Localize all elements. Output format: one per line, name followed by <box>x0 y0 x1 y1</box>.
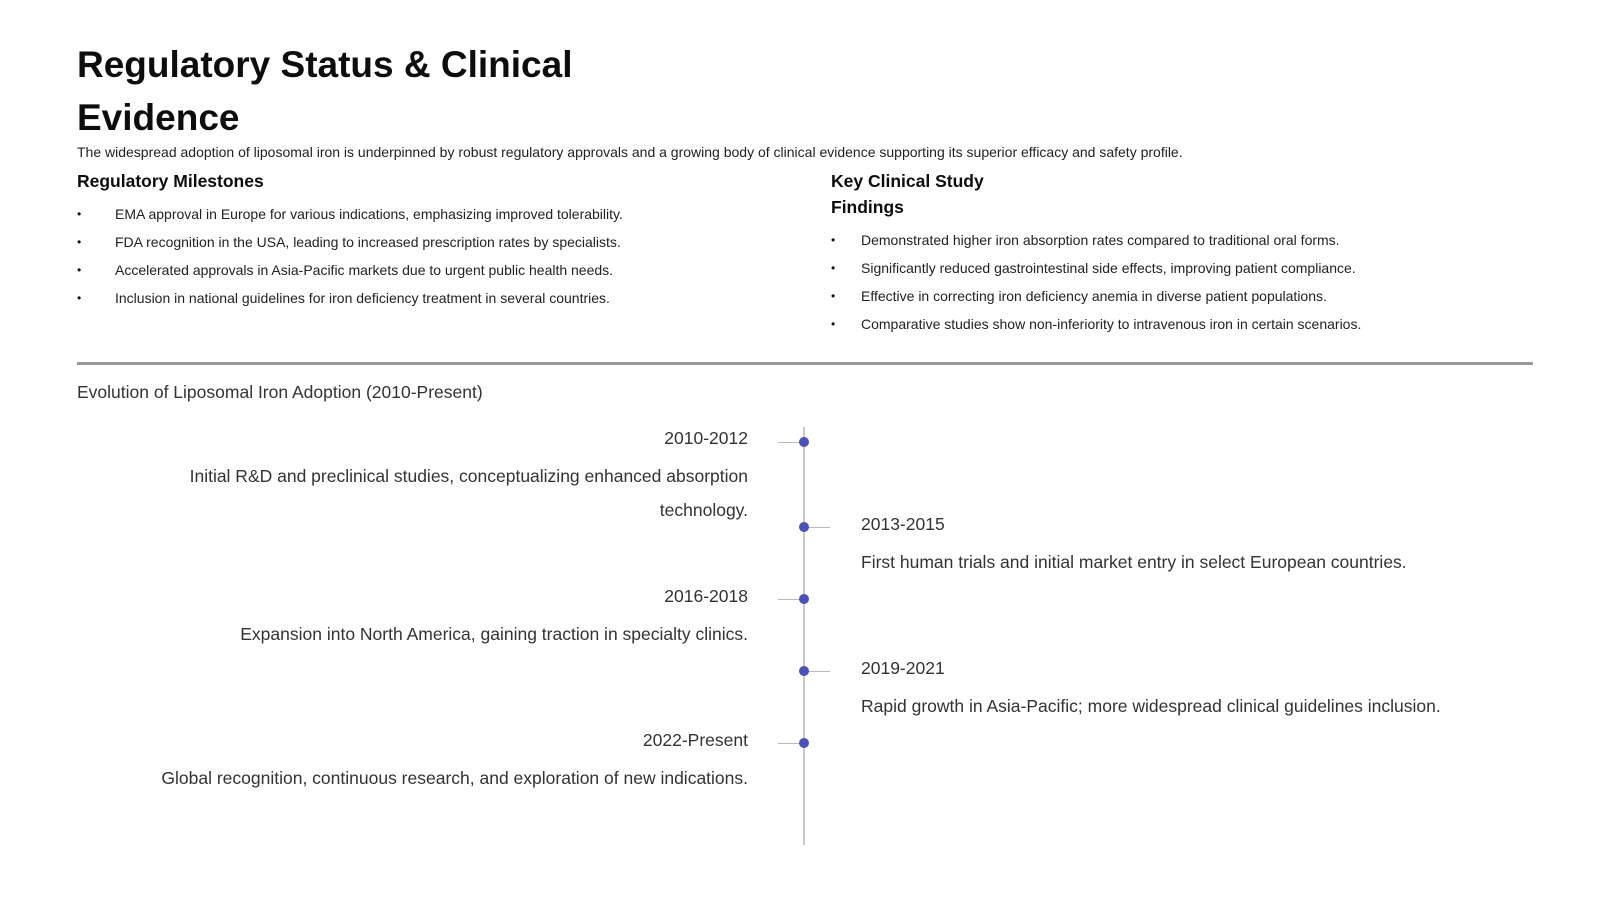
clinical-findings-section <box>831 168 1551 338</box>
timeline-event-description: Initial R&D and preclinical studies, conceptualizing enhanced absorption technology. <box>189 466 748 520</box>
list-item <box>831 282 1551 310</box>
list-item <box>831 310 1551 338</box>
page-title: Regulatory Status & Clinical Evidence <box>77 44 573 138</box>
timeline-event-period: 2022-Present <box>642 730 748 750</box>
bullet-icon: • <box>77 235 82 249</box>
timeline-event-period: 2013-2015 <box>861 514 945 534</box>
section-divider <box>77 362 1533 365</box>
clinical-findings-list <box>831 226 1551 338</box>
list-item-text: Significantly reduced gastrointestinal side effects, improving patient compliance. <box>861 260 1356 276</box>
timeline-event-description: First human trials and initial market entry in select European countries. <box>861 552 1407 572</box>
timeline-event-description: Rapid growth in Asia-Pacific; more widespread clinical guidelines inclusion. <box>861 696 1441 716</box>
timeline-heading: Evolution of Liposomal Iron Adoption (2010-Present) <box>77 382 483 402</box>
list-item <box>77 256 777 284</box>
list-item-text: Effective in correcting iron deficiency anemia in diverse patient populations. <box>861 288 1327 304</box>
bullet-icon: • <box>831 233 836 247</box>
timeline-node <box>799 522 809 532</box>
bullet-icon: • <box>77 207 82 221</box>
timeline-event-description: Global recognition, continuous research, and exploration of new indications. <box>161 768 748 788</box>
timeline-node <box>799 594 809 604</box>
list-item-text: Comparative studies show non-inferiority to intravenous iron in certain scenarios. <box>861 316 1362 332</box>
timeline-event-period: 2010-2012 <box>664 428 748 448</box>
bullet-icon: • <box>831 261 836 275</box>
bullet-icon: • <box>77 291 82 305</box>
list-item <box>831 226 1551 254</box>
bullet-icon: • <box>831 317 836 331</box>
list-item-text: Accelerated approvals in Asia-Pacific markets due to urgent public health needs. <box>115 262 614 278</box>
list-item <box>77 284 777 312</box>
timeline-event-period: 2019-2021 <box>861 658 945 678</box>
list-item-text: EMA approval in Europe for various indications, emphasizing improved tolerability. <box>115 206 623 222</box>
list-item-text: Demonstrated higher iron absorption rates compared to traditional oral forms. <box>861 232 1340 248</box>
bullet-icon: • <box>77 263 82 277</box>
timeline-axis <box>803 427 805 845</box>
timeline-node <box>799 738 809 748</box>
list-item <box>831 254 1551 282</box>
bullet-icon: • <box>831 289 836 303</box>
timeline-node <box>799 437 809 447</box>
regulatory-milestones-list <box>77 200 777 312</box>
page-subtitle: The widespread adoption of liposomal iron is underpinned by robust regulatory approvals and a growing body of clinical evidence supporting its superior efficacy and safety profile. <box>77 144 1183 160</box>
list-item-text: Inclusion in national guidelines for iron deficiency treatment in several countries. <box>115 290 610 306</box>
timeline-node <box>799 666 809 676</box>
list-item <box>77 200 777 228</box>
timeline-event-period: 2016-2018 <box>664 586 748 606</box>
regulatory-milestones-section <box>77 168 777 312</box>
clinical-findings-heading: Key Clinical Study Findings <box>831 171 984 217</box>
regulatory-milestones-heading: Regulatory Milestones <box>77 171 264 191</box>
list-item-text: FDA recognition in the USA, leading to increased prescription rates by specialists. <box>115 234 621 250</box>
timeline-event-description: Expansion into North America, gaining traction in specialty clinics. <box>240 624 748 644</box>
list-item <box>77 228 777 256</box>
